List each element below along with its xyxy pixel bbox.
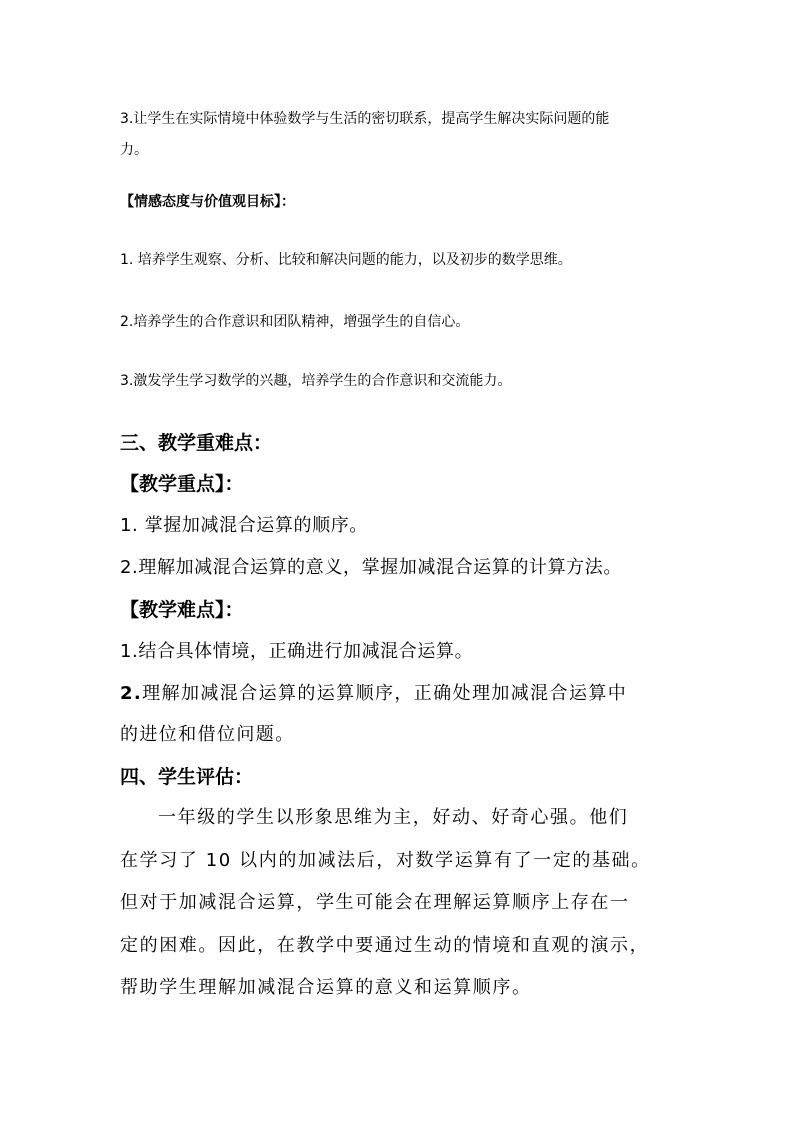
difficult-points-heading: 【教学难点】： xyxy=(120,599,244,621)
emotion-goal-2: 2.培养学生的合作意识和团队精神，增强学生的自信心。 xyxy=(120,314,470,330)
section3-heading: 三、教学重难点： xyxy=(120,432,273,454)
difficult-point-1: 1.结合具体情境，正确进行加减混合运算。 xyxy=(120,641,474,662)
section4-heading: 四、学生评估： xyxy=(120,766,254,788)
emotion-goal-1: 1. 培养学生观察、分析、比较和解决问题的能力，以及初步的数学思维。 xyxy=(120,252,572,268)
key-points-heading: 【教学重点】： xyxy=(120,473,244,495)
assessment-line3: 但对于加减混合运算，学生可能会在理解运算顺序上存在一 xyxy=(120,892,630,913)
difficult-point-2-line2: 的进位和借位问题。 xyxy=(120,724,295,745)
assessment-line5: 帮助学生理解加减混合运算的意义和运算顺序。 xyxy=(120,977,532,998)
difficult-point-2-line1 xyxy=(120,679,627,705)
assessment-line4: 定的困难。因此，在教学中要通过生动的情境和直观的演示， xyxy=(120,935,650,956)
ability-goal-3-line2: 力。 xyxy=(120,142,148,158)
emotion-goal-3: 3.激发学生学习数学的兴趣，培养学生的合作意识和交流能力。 xyxy=(120,373,512,389)
assessment-line2: 在学习了 10 以内的加减法后，对数学运算有了一定的基础。 xyxy=(120,850,651,871)
assessment-line1: 一年级的学生以形象思维为主，好动、好奇心强。他们 xyxy=(158,807,629,828)
ability-goal-3-line1: 3.让学生在实际情境中体验数学与生活的密切联系，提高学生解决实际问题的能 xyxy=(120,111,610,127)
key-point-1: 1. 掌握加减混合运算的顺序。 xyxy=(120,515,368,536)
key-point-2: 2.理解加减混合运算的意义，掌握加减混合运算的计算方法。 xyxy=(120,557,622,578)
difficult-point-2-number: 2. xyxy=(120,683,143,704)
emotion-goals-heading: 【情感态度与价值观目标】： xyxy=(120,194,295,210)
difficult-point-2-text: 理解加减混合运算的运算顺序，正确处理加减混合运算中 xyxy=(142,683,628,704)
